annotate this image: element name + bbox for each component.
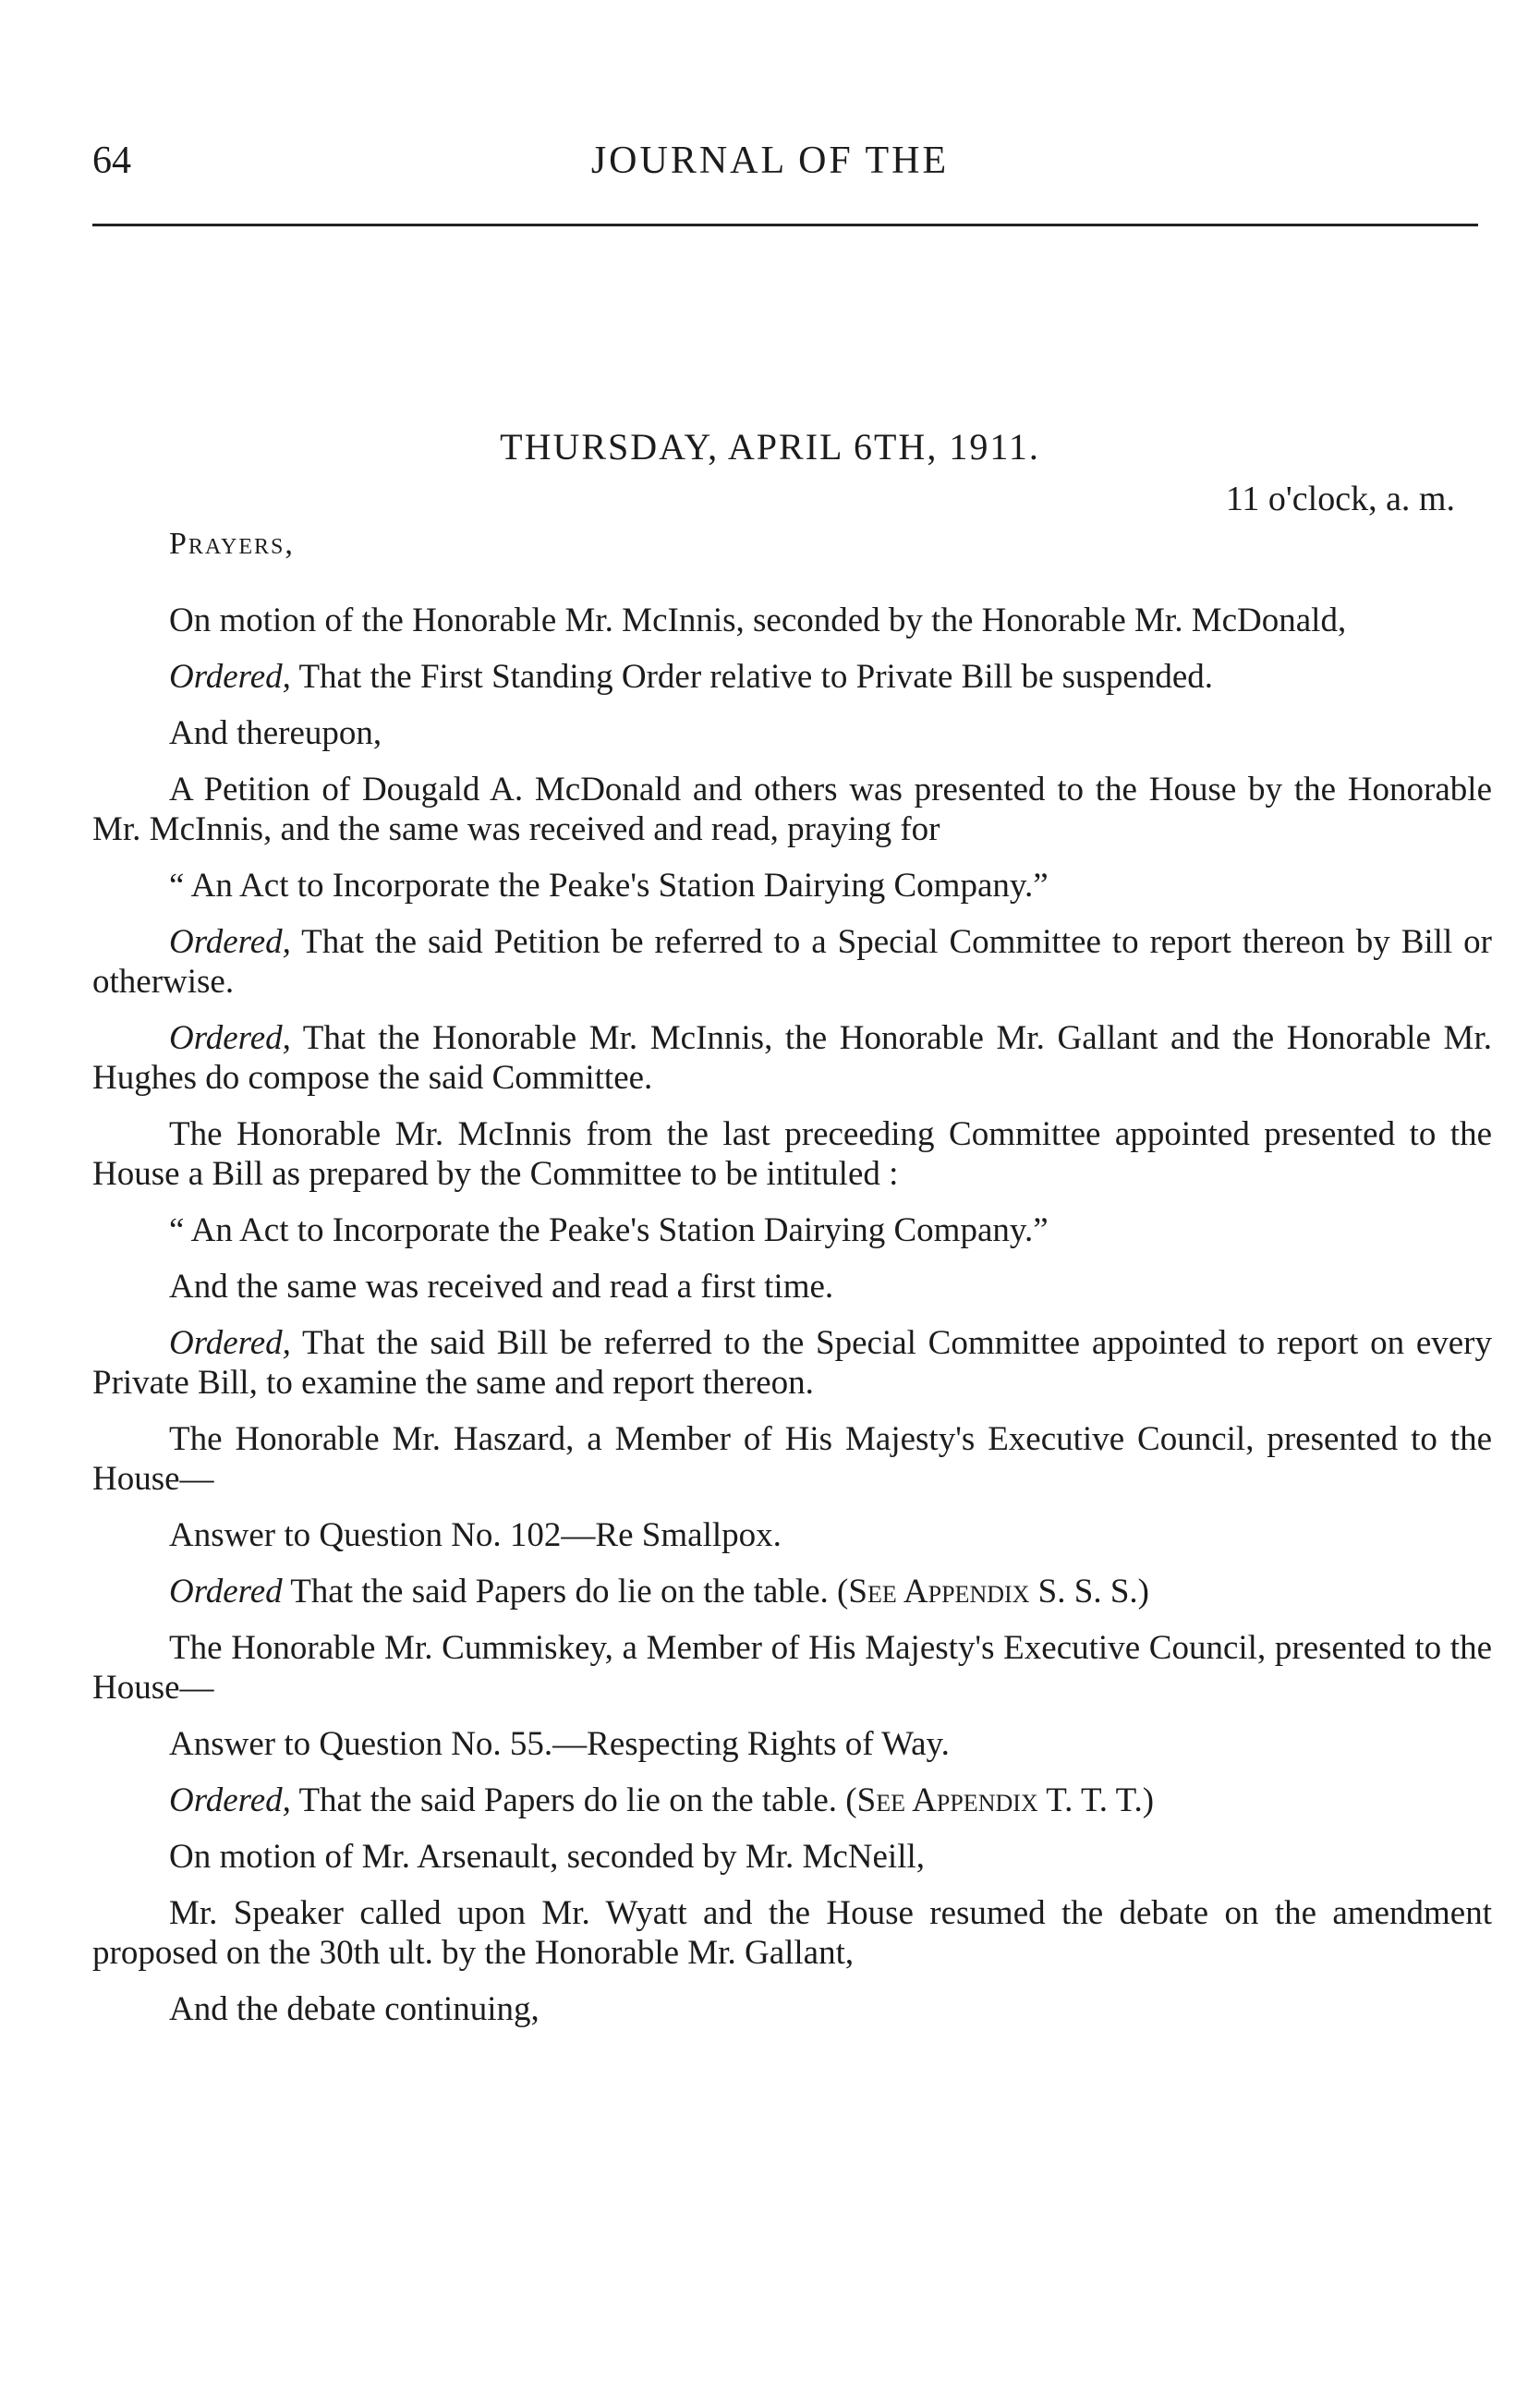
journal-paragraph bbox=[92, 770, 1492, 849]
header-rule bbox=[92, 224, 1478, 226]
session-time: 11 o'clock, a. m. bbox=[1225, 480, 1455, 518]
paragraph-text: That the Honorable Mr. McInnis, the Honorable Mr. Gallant and the Honorable Mr. Hughes do compose the said Committee. bbox=[92, 1019, 1492, 1097]
running-head: JOURNAL OF THE bbox=[590, 140, 950, 182]
page-header bbox=[0, 139, 1540, 194]
paragraph-text: That the First Standing Order relative to Private Bill be suspended. bbox=[290, 658, 1214, 696]
ordered-lead: Ordered, bbox=[169, 1019, 291, 1057]
paragraph-text: Answer to Question No. 102—Re Smallpox. bbox=[169, 1516, 782, 1554]
paragraph-text: And the same was received and read a first time. bbox=[169, 1268, 834, 1306]
paragraph-text: The Honorable Mr. McInnis from the last preceeding Committee appointed presented to the House a Bill as prepared by the Committee to be intituled : bbox=[92, 1115, 1492, 1193]
paragraph-text: A Petition of Dougald A. McDonald and others was presented to the House by the Honorable Mr. McInnis, and the same was received and read, praying for bbox=[92, 771, 1492, 848]
journal-paragraph bbox=[92, 1781, 1492, 1820]
journal-paragraph bbox=[92, 1210, 1492, 1250]
journal-paragraph bbox=[92, 1989, 1492, 2029]
ordered-lead: Ordered, bbox=[169, 658, 291, 696]
journal-paragraph bbox=[92, 1572, 1492, 1611]
journal-paragraph bbox=[92, 1724, 1492, 1764]
paragraph-text: And the debate continuing, bbox=[169, 1990, 540, 2028]
paragraph-text: Answer to Question No. 55.—Respecting Rights of Way. bbox=[169, 1725, 950, 1763]
journal-paragraph bbox=[92, 1018, 1492, 1098]
date-heading: THURSDAY, APRIL 6TH, 1911. bbox=[500, 426, 1040, 468]
ordered-lead: Ordered bbox=[169, 1573, 283, 1611]
journal-paragraph bbox=[92, 1628, 1492, 1708]
paragraph-text: The Honorable Mr. Cummiskey, a Member of His Majesty's Executive Council, presented to the House— bbox=[92, 1629, 1492, 1707]
ordered-lead: Ordered, bbox=[169, 923, 291, 961]
paragraph-text: That the said Bill be referred to the Special Committee appointed to report on every Private Bill, to examine the same and report thereon. bbox=[92, 1324, 1492, 1402]
ordered-lead: Ordered, bbox=[169, 1324, 291, 1362]
page-number: 64 bbox=[92, 140, 131, 182]
journal-paragraph bbox=[92, 1515, 1492, 1555]
paragraph-text: On motion of Mr. Arsenault, seconded by Mr. McNeill, bbox=[169, 1838, 926, 1876]
journal-body bbox=[92, 601, 1492, 2046]
paragraph-text: The Honorable Mr. Haszard, a Member of His Majesty's Executive Council, presented to the House— bbox=[92, 1420, 1492, 1498]
ordered-lead: Ordered, bbox=[169, 1781, 291, 1819]
journal-paragraph bbox=[92, 1419, 1492, 1499]
paragraph-text: “ An Act to Incorporate the Peake's Station Dairying Company.” bbox=[169, 1211, 1049, 1249]
paragraph-text: “ An Act to Incorporate the Peake's Station Dairying Company.” bbox=[169, 867, 1049, 905]
paragraph-text: That the said Papers do lie on the table. bbox=[290, 1781, 838, 1819]
journal-paragraph bbox=[92, 657, 1492, 697]
journal-paragraph bbox=[92, 1323, 1492, 1403]
journal-paragraph bbox=[92, 713, 1492, 753]
appendix-reference: (See Appendix S. S. S.) bbox=[828, 1573, 1149, 1611]
paragraph-text: And thereupon, bbox=[169, 714, 382, 752]
paragraph-text: Mr. Speaker called upon Mr. Wyatt and the House resumed the debate on the amendment proposed on the 30th ult. by the Honorable Mr. Gallant, bbox=[92, 1894, 1492, 1972]
journal-paragraph bbox=[92, 1893, 1492, 1973]
paragraph-text: That the said Papers do lie on the table. bbox=[282, 1573, 829, 1611]
journal-paragraph bbox=[92, 1267, 1492, 1307]
journal-paragraph bbox=[92, 922, 1492, 1002]
journal-paragraph bbox=[92, 1114, 1492, 1194]
appendix-reference: (See Appendix T. T. T.) bbox=[837, 1781, 1155, 1819]
prayers-heading: Prayers, bbox=[169, 527, 295, 561]
journal-paragraph bbox=[92, 1837, 1492, 1877]
journal-paragraph bbox=[92, 866, 1492, 906]
paragraph-text: On motion of the Honorable Mr. McInnis, seconded by the Honorable Mr. McDonald, bbox=[169, 602, 1347, 639]
journal-paragraph bbox=[92, 601, 1492, 640]
paragraph-text: That the said Petition be referred to a Special Committee to report thereon by Bill or otherwise. bbox=[92, 923, 1492, 1001]
